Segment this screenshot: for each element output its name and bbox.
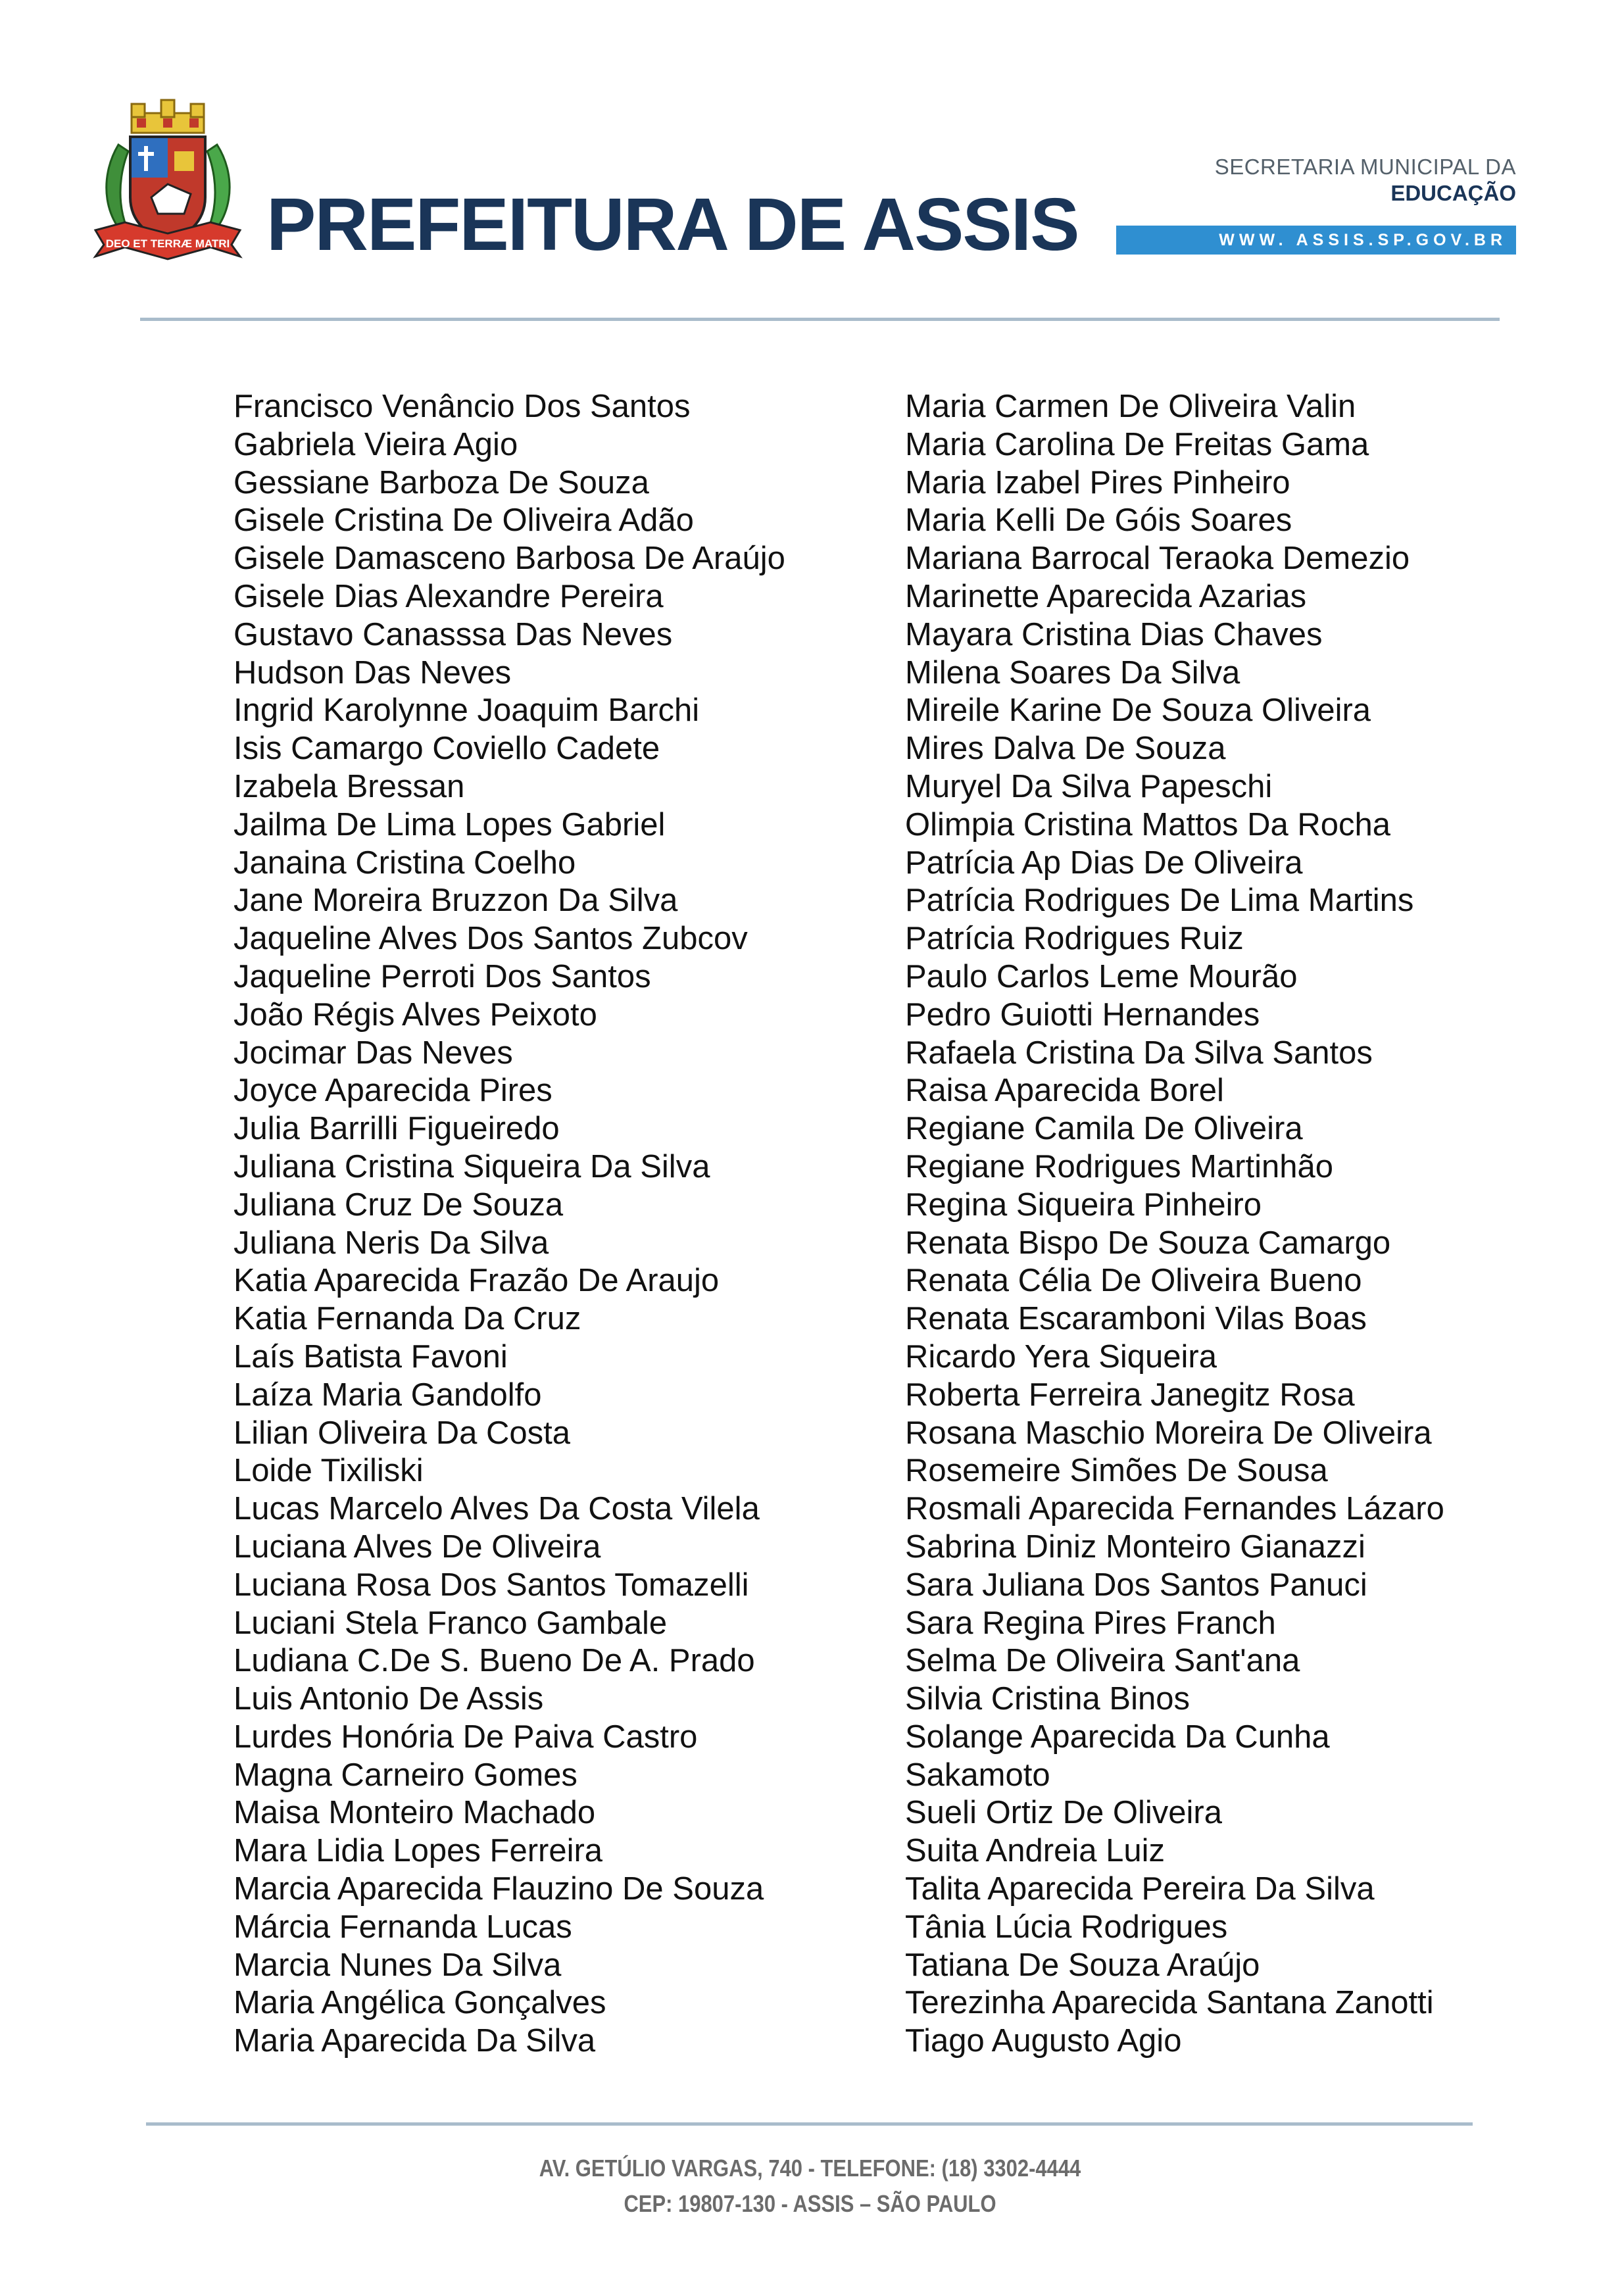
list-item: Katia Fernanda Da Cruz: [233, 1301, 581, 1337]
list-item: Regina Siqueira Pinheiro: [905, 1186, 1262, 1223]
list-item: Maria Kelli De Góis Soares: [905, 502, 1292, 539]
list-item: Gessiane Barboza De Souza: [233, 464, 649, 501]
list-item: Jaqueline Perroti Dos Santos: [233, 958, 651, 994]
list-item: Luciana Rosa Dos Santos Tomazelli: [233, 1567, 749, 1603]
list-item: Rosmali Aparecida Fernandes Lázaro: [905, 1491, 1444, 1527]
name-list-right: [905, 388, 1444, 2061]
list-item: Mires Dalva De Souza: [905, 731, 1226, 767]
list-item: Márcia Fernanda Lucas: [233, 1909, 572, 1945]
list-item: Renata Célia De Oliveira Bueno: [905, 1263, 1362, 1299]
list-item: Mariana Barrocal Teraoka Demezio: [905, 541, 1410, 577]
list-item: Jailma De Lima Lopes Gabriel: [233, 806, 666, 843]
list-item: Ingrid Karolynne Joaquim Barchi: [233, 693, 700, 729]
list-item: Ludiana C.De S. Bueno De A. Prado: [233, 1643, 755, 1679]
list-item: Sara Juliana Dos Santos Panuci: [905, 1567, 1367, 1603]
list-item: Mara Lidia Lopes Ferreira: [233, 1833, 603, 1869]
list-item: Patrícia Ap Dias De Oliveira: [905, 844, 1303, 881]
list-item: Maria Carmen De Oliveira Valin: [905, 389, 1356, 424]
list-item: Marcia Nunes Da Silva: [233, 1947, 562, 1983]
list-item: Paulo Carlos Leme Mourão: [905, 958, 1298, 994]
list-item: Maisa Monteiro Machado: [233, 1795, 596, 1831]
list-item: Rosemeire Simões De Sousa: [905, 1453, 1328, 1489]
secretaria-block: [1215, 154, 1516, 207]
list-item: Sakamoto: [905, 1757, 1050, 1793]
coat-of-arms-logo: [92, 99, 243, 276]
list-item: Marinette Aparecida Azarias: [905, 578, 1307, 614]
list-item: Julia Barrilli Figueiredo: [233, 1111, 560, 1147]
list-item: Talita Aparecida Pereira Da Silva: [905, 1871, 1375, 1907]
crown-icon: [132, 100, 204, 133]
list-item: Maria Aparecida Da Silva: [233, 2023, 596, 2059]
list-item: Regiane Rodrigues Martinhão: [905, 1148, 1333, 1185]
secretaria-line: SECRETARIA MUNICIPAL DA: [1214, 155, 1516, 179]
list-item: Muryel Da Silva Papeschi: [905, 768, 1273, 804]
list-item: Luciani Stela Franco Gambale: [233, 1605, 668, 1641]
list-item: Maria Izabel Pires Pinheiro: [905, 464, 1290, 501]
list-item: Sabrina Diniz Monteiro Gianazzi: [905, 1528, 1365, 1565]
list-item: Roberta Ferreira Janegitz Rosa: [905, 1377, 1355, 1413]
list-item: Renata Escaramboni Vilas Boas: [905, 1301, 1367, 1337]
list-item: Milena Soares Da Silva: [905, 654, 1240, 691]
list-item: Hudson Das Neves: [233, 654, 512, 691]
list-item: Isis Camargo Coviello Cadete: [233, 731, 660, 767]
list-item: Loide Tixiliski: [233, 1453, 424, 1489]
list-item: Juliana Cruz De Souza: [233, 1186, 564, 1223]
list-item: Rosana Maschio Moreira De Oliveira: [905, 1415, 1432, 1451]
brand-title: PREFEITURA DE ASSIS: [266, 183, 1079, 266]
list-item: Luciana Alves De Oliveira: [233, 1528, 601, 1565]
list-item: Katia Aparecida Frazão De Araujo: [233, 1263, 720, 1299]
list-item: Sueli Ortiz De Oliveira: [905, 1795, 1222, 1831]
postal-line: CEP: 19807-130 - ASSIS – SÃO PAULO: [624, 2190, 996, 2217]
list-item: Olimpia Cristina Mattos Da Rocha: [905, 806, 1390, 843]
list-item: Maria Carolina De Freitas Gama: [905, 426, 1369, 462]
coat-motto: DEO ET TERRÆ MATRI: [105, 237, 230, 250]
list-item: Magna Carneiro Gomes: [233, 1757, 577, 1793]
name-list-left: [233, 388, 785, 2061]
list-item: Gisele Damasceno Barbosa De Araújo: [233, 541, 785, 577]
list-item: Renata Bispo De Souza Camargo: [905, 1225, 1391, 1261]
list-item: Silvia Cristina Binos: [905, 1681, 1190, 1717]
list-item: Izabela Bressan: [233, 768, 465, 804]
list-item: Lurdes Honória De Paiva Castro: [233, 1719, 698, 1755]
list-item: Suita Andreia Luiz: [905, 1833, 1165, 1869]
address-line: AV. GETÚLIO VARGAS, 740 - TELEFONE: (18) 3302-4444: [539, 2155, 1081, 2182]
header-divider: [140, 318, 1500, 321]
list-item: Rafaela Cristina Da Silva Santos: [905, 1035, 1373, 1071]
list-item: Jocimar Das Neves: [233, 1035, 513, 1071]
list-item: Laís Batista Favoni: [233, 1338, 508, 1375]
letterhead: [0, 0, 1620, 329]
list-item: Francisco Venâncio Dos Santos: [233, 389, 691, 424]
list-item: Marcia Aparecida Flauzino De Souza: [233, 1871, 764, 1907]
list-item: Jane Moreira Bruzzon Da Silva: [233, 883, 678, 919]
list-item: Selma De Oliveira Sant'ana: [905, 1643, 1300, 1679]
list-item: Patrícia Rodrigues De Lima Martins: [905, 883, 1414, 919]
list-item: Tânia Lúcia Rodrigues: [905, 1909, 1228, 1945]
footer-divider: [146, 2122, 1473, 2126]
list-item: Tiago Augusto Agio: [905, 2023, 1182, 2059]
list-item: Ricardo Yera Siqueira: [905, 1338, 1217, 1375]
list-item: Gustavo Canasssa Das Neves: [233, 616, 673, 652]
website-link[interactable]: WWW. ASSIS.SP.GOV.BR: [1116, 226, 1516, 255]
list-item: Patrícia Rodrigues Ruiz: [905, 921, 1244, 957]
list-item: Gisele Dias Alexandre Pereira: [233, 578, 664, 614]
list-item: Laíza Maria Gandolfo: [233, 1377, 542, 1413]
list-item: Gisele Cristina De Oliveira Adão: [233, 502, 694, 539]
list-item: Mayara Cristina Dias Chaves: [905, 616, 1323, 652]
list-item: Regiane Camila De Oliveira: [905, 1111, 1303, 1147]
list-item: Gabriela Vieira Agio: [233, 426, 518, 462]
list-item: Tatiana De Souza Araújo: [905, 1947, 1260, 1983]
list-item: Solange Aparecida Da Cunha: [905, 1719, 1330, 1755]
list-item: Maria Angélica Gonçalves: [233, 1985, 606, 2021]
list-item: Lilian Oliveira Da Costa: [233, 1415, 570, 1451]
list-item: Terezinha Aparecida Santana Zanotti: [905, 1985, 1434, 2021]
footer-address: [0, 2151, 1620, 2222]
list-item: Janaina Cristina Coelho: [233, 844, 576, 881]
list-item: Lucas Marcelo Alves Da Costa Vilela: [233, 1491, 760, 1527]
list-item: Juliana Neris Da Silva: [233, 1225, 549, 1261]
list-item: Jaqueline Alves Dos Santos Zubcov: [233, 921, 748, 957]
list-item: Luis Antonio De Assis: [233, 1681, 544, 1717]
list-item: Mireile Karine De Souza Oliveira: [905, 693, 1371, 729]
list-item: Pedro Guiotti Hernandes: [905, 996, 1260, 1033]
list-item: Joyce Aparecida Pires: [233, 1073, 552, 1109]
list-item: João Régis Alves Peixoto: [233, 996, 597, 1033]
list-item: Raisa Aparecida Borel: [905, 1073, 1224, 1109]
list-item: Juliana Cristina Siqueira Da Silva: [233, 1148, 710, 1185]
list-item: Sara Regina Pires Franch: [905, 1605, 1276, 1641]
department-name: EDUCAÇÃO: [1390, 181, 1516, 205]
